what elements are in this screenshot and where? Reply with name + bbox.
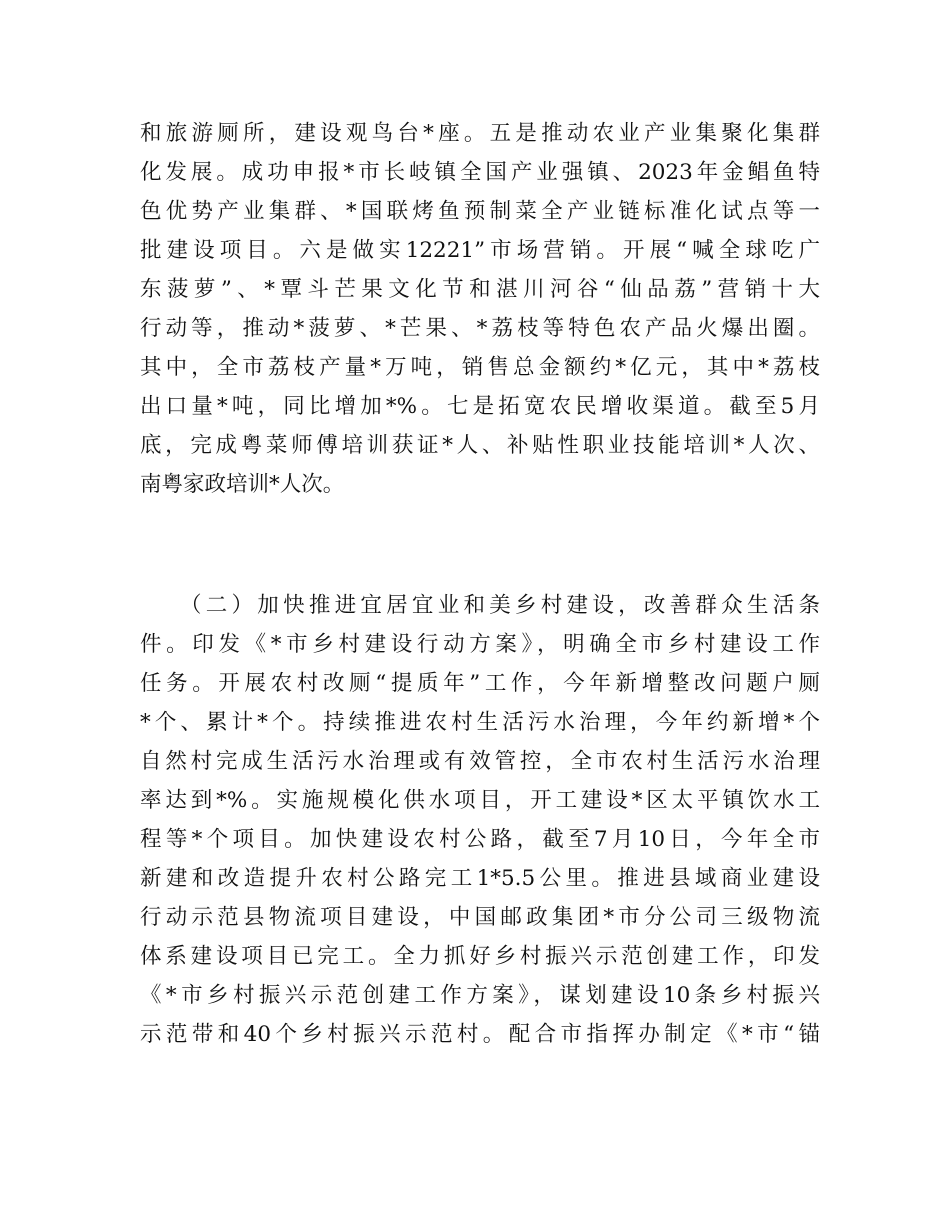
text-line: 自然村完成生活污水治理或有效管控，全市农村生活污水治理 — [140, 749, 820, 774]
text-line: 《*市乡村振兴示范创建工作方案》，谋划建设10条乡村振兴 — [140, 983, 820, 1008]
text-line: 示范带和40个乡村振兴示范村。配合市指挥办制定《*市“锚 — [140, 1022, 820, 1047]
text-line: 行动示范县物流项目建设，中国邮政集团*市分公司三级物流 — [140, 905, 820, 930]
text-line: 率达到*%。实施规模化供水项目，开工建设*区太平镇饮水工 — [140, 788, 820, 813]
text-line: 件。印发《*市乡村建设行动方案》，明确全市乡村建设工作 — [140, 632, 820, 657]
text-line: 底，完成粤菜师傅培训获证*人、补贴性职业技能培训*人次、 — [140, 433, 820, 458]
text-line: 行动等，推动*菠萝、*芒果、*荔枝等特色农产品火爆出圈。 — [140, 316, 820, 341]
text-line: 批建设项目。六是做实12221”市场营销。开展“喊全球吃广 — [140, 238, 820, 263]
text-line: 南粤家政培训*人次。 — [140, 472, 345, 497]
text-line: 化发展。成功申报*市长岐镇全国产业强镇、2023年金鲳鱼特 — [140, 160, 820, 185]
text-line: 出口量*吨，同比增加*%。七是拓宽农民增收渠道。截至5月 — [140, 394, 820, 419]
text-line: 其中，全市荔枝产量*万吨，销售总金额约*亿元，其中*荔枝 — [140, 355, 820, 380]
text-line: （二）加快推进宜居宜业和美乡村建设，改善群众生活条 — [180, 593, 820, 618]
text-line: 任务。开展农村改厕“提质年”工作，今年新增整改问题户厕 — [140, 671, 820, 696]
text-line: 程等*个项目。加快建设农村公路，截至7月10日，今年全市 — [140, 827, 820, 852]
text-line: 和旅游厕所，建设观鸟台*座。五是推动农业产业集聚化集群 — [140, 121, 820, 146]
text-line: 东菠萝”、*覃斗芒果文化节和湛川河谷“仙品荔”营销十大 — [140, 277, 820, 302]
text-line: 新建和改造提升农村公路完工1*5.5公里。推进县域商业建设 — [140, 866, 820, 891]
text-line: 体系建设项目已完工。全力抓好乡村振兴示范创建工作，印发 — [140, 944, 820, 969]
text-line: 色优势产业集群、*国联烤鱼预制菜全产业链标准化试点等一 — [140, 199, 820, 224]
text-line: *个、累计*个。持续推进农村生活污水治理，今年约新增*个 — [140, 710, 820, 735]
